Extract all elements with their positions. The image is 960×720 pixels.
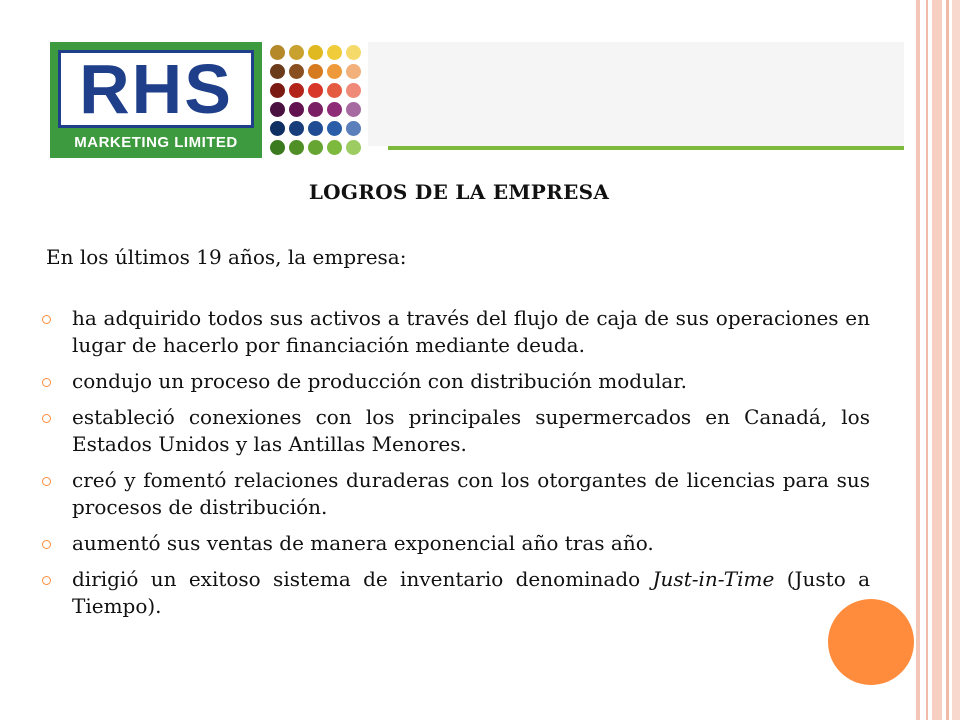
logo-dot <box>327 83 342 98</box>
stripe <box>932 0 942 720</box>
rhs-logo <box>50 42 262 158</box>
list-item-text: estableció conexiones con los principales supermercados en Canadá, los Estados Unidos y las Antillas Menores. <box>72 405 870 456</box>
list-item <box>40 368 870 395</box>
list-item <box>40 404 870 458</box>
logo-inner-box <box>58 50 254 128</box>
logo-dot <box>270 45 285 60</box>
logo-dot <box>289 140 304 155</box>
bullet-circle-icon <box>42 540 51 549</box>
logo-dot <box>308 83 323 98</box>
list-item <box>40 566 870 620</box>
logo-dot-grid <box>270 45 366 157</box>
logo-dot <box>308 140 323 155</box>
logo-dot <box>289 45 304 60</box>
stripe <box>916 0 920 720</box>
stripe <box>926 0 928 720</box>
logo-dot <box>289 102 304 117</box>
list-item-text-pre: dirigió un exitoso sistema de inventario denominado <box>72 567 653 591</box>
logo-dot <box>346 64 361 79</box>
logo-dot <box>289 83 304 98</box>
bullet-circle-icon <box>42 315 51 324</box>
logo-dot <box>327 102 342 117</box>
logo-dot <box>270 121 285 136</box>
list-item <box>40 530 870 557</box>
list-item-text: condujo un proceso de producción con distribución modular. <box>72 369 688 393</box>
bullet-circle-icon <box>42 477 51 486</box>
logo-dot <box>308 121 323 136</box>
logo-dot <box>346 121 361 136</box>
logo-wordmark: RHS <box>79 50 233 128</box>
list-item <box>40 305 870 359</box>
logo-dot <box>289 64 304 79</box>
logo-dot <box>270 83 285 98</box>
bullet-circle-icon <box>42 414 51 423</box>
logo-dot <box>346 83 361 98</box>
list-item-text: creó y fomentó relaciones duraderas con los otorgantes de licencias para sus procesos de distribución. <box>72 468 870 519</box>
list-item-text: aumentó sus ventas de manera exponencial año tras año. <box>72 531 654 555</box>
list-item-text-italic: Just-in-Time <box>652 567 775 591</box>
achievements-list <box>40 305 870 629</box>
logo-dot <box>327 140 342 155</box>
logo-dot <box>270 140 285 155</box>
header-green-line <box>388 146 904 150</box>
stripe <box>946 0 949 720</box>
bullet-circle-icon <box>42 576 51 585</box>
page-title: LOGROS DE LA EMPRESA <box>308 180 610 204</box>
logo-dot <box>327 121 342 136</box>
bullet-circle-icon <box>42 378 51 387</box>
logo-dot <box>346 140 361 155</box>
logo-dot <box>327 45 342 60</box>
logo-dot <box>327 64 342 79</box>
decorative-stripes <box>916 0 960 720</box>
logo-dot <box>308 102 323 117</box>
logo-dot <box>308 64 323 79</box>
logo-dot <box>270 64 285 79</box>
logo-dot <box>289 121 304 136</box>
logo-subtitle: MARKETING LIMITED <box>74 134 238 151</box>
logo-dot <box>346 102 361 117</box>
header-band <box>368 42 904 146</box>
list-item-text: ha adquirido todos sus activos a través del flujo de caja de sus operaciones en lugar de hacerlo por financiación mediante deuda. <box>72 306 870 357</box>
list-item <box>40 467 870 521</box>
logo-dot <box>346 45 361 60</box>
stripe <box>952 0 960 720</box>
logo-dot <box>270 102 285 117</box>
logo-dot <box>308 45 323 60</box>
list-item-text-post: (Justo a Tiempo). <box>72 567 870 618</box>
intro-text: En los últimos 19 años, la empresa: <box>46 245 407 269</box>
